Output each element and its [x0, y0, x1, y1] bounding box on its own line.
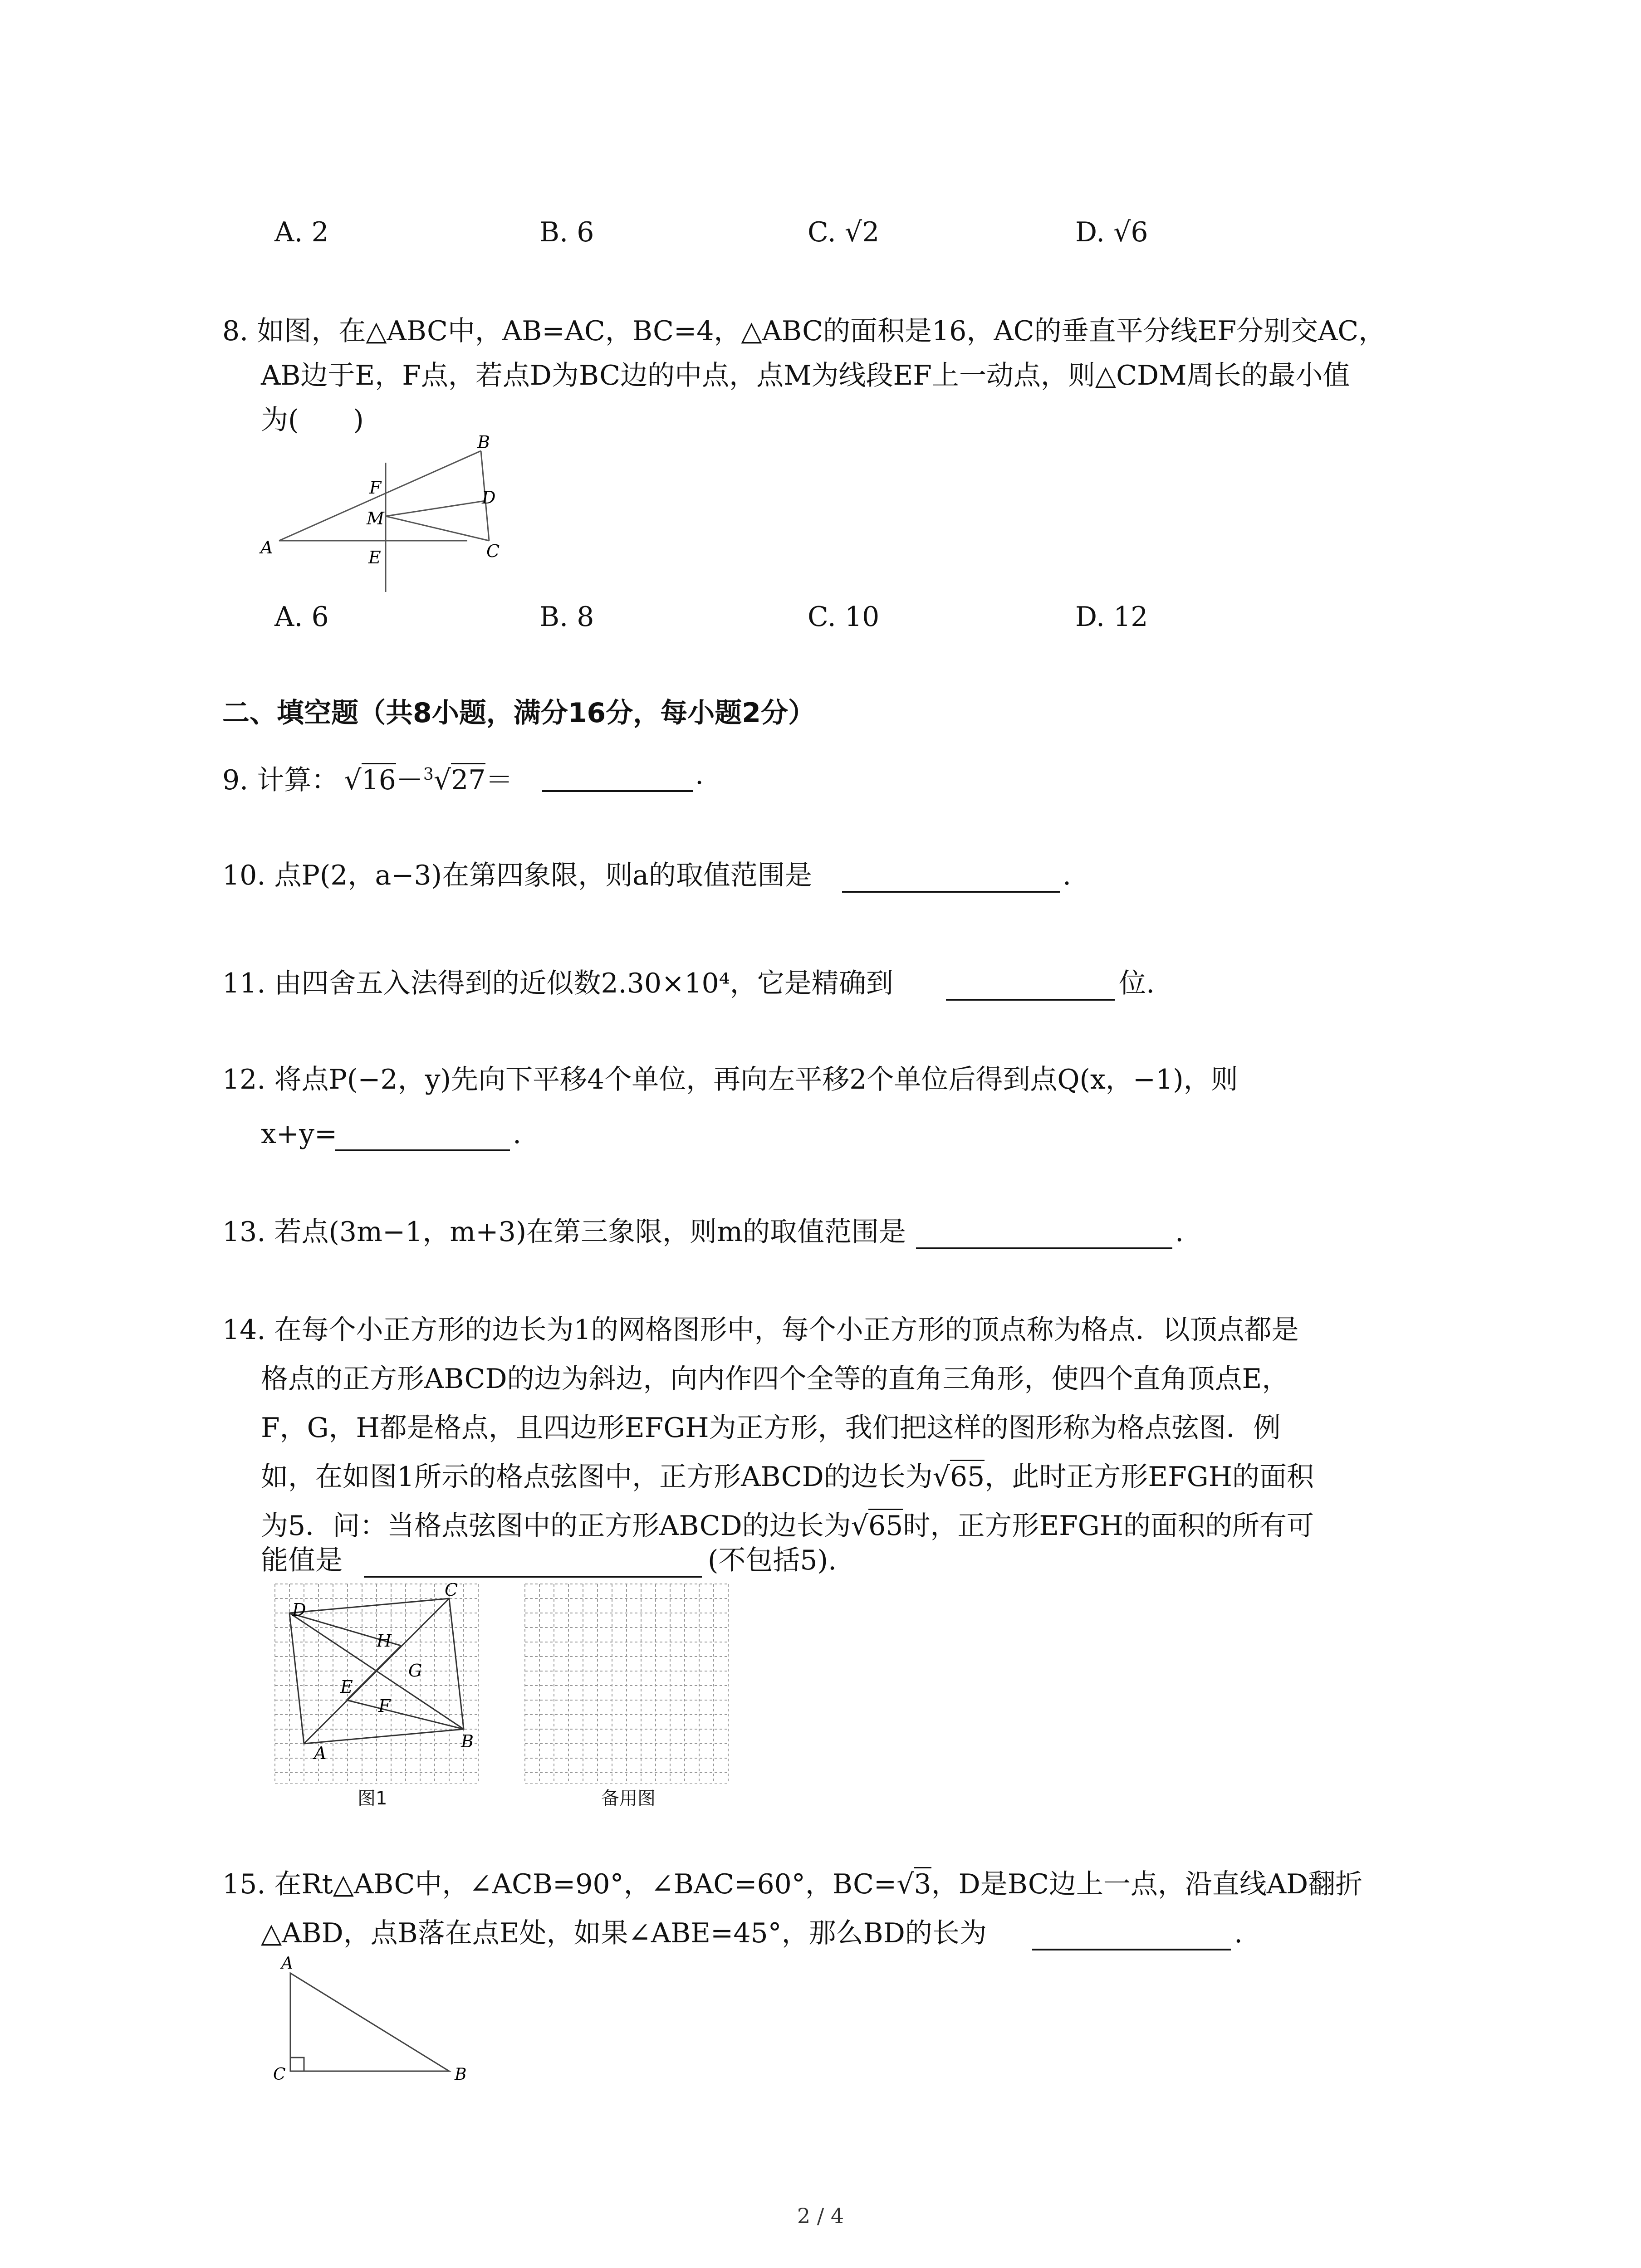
q11-answer-blank[interactable] [946, 999, 1115, 1001]
q8-label-m: M [367, 508, 384, 528]
q14-line-5-text-b: 时，正方形EFGH的面积的所有可 [903, 1510, 1314, 1542]
q14-line-1: 14. 在每个小正方形的边长为1的网格图形中，每个小正方形的顶点称为格点．以顶点都是 [222, 1314, 1299, 1346]
q8-label-a: A [260, 538, 273, 557]
q15-line-1 [222, 1866, 1362, 1902]
q13-text: 13. 若点(3m−1，m+3)在第三象限，则m的取值范围是 [222, 1216, 906, 1248]
q10-answer-blank[interactable] [842, 891, 1060, 893]
q14-line-4 [261, 1459, 1314, 1495]
q10-text: 10. 点P(2，a−3)在第四象限，则a的取值范围是 [222, 860, 812, 891]
q14-backup-grid-caption: 备用图 [601, 1788, 656, 1809]
q8-option-d: D. 12 [1075, 601, 1148, 633]
q7-option-c: C. √2 [808, 216, 880, 248]
q12-end: . [513, 1118, 522, 1150]
q10-end: . [1063, 860, 1072, 891]
q15-end: . [1234, 1917, 1243, 1949]
q14-line-4-text-b: ，此时正方形EFGH的面积 [985, 1461, 1314, 1493]
q15-label-c: C [273, 2065, 286, 2084]
q14-figure-1-grid [274, 1583, 479, 1784]
q14-fig1-label-b: B [461, 1731, 474, 1751]
q15-answer-blank[interactable] [1032, 1949, 1231, 1950]
q14-sqrt-65-b-radicand: 65 [868, 1509, 903, 1542]
q9-line [222, 757, 513, 798]
q15-line-1-text-a: 15. 在Rt△ABC中，∠ACB=90°，∠BAC=60°，BC= [222, 1868, 897, 1900]
q9-minus: － [396, 764, 423, 796]
q9-cuberoot-index: 3 [423, 765, 434, 784]
q14-fig1-label-h: H [377, 1631, 392, 1651]
q11-text: 11. 由四舍五入法得到的近似数2.30×10⁴，它是精确到 [222, 968, 893, 999]
q15-sqrt-3: √3 [896, 1867, 931, 1900]
q15-label-a: A [281, 1954, 293, 1973]
q8-option-c: C. 10 [808, 601, 880, 633]
q8-label-c: C [486, 541, 500, 561]
q7-option-a: A. 2 [274, 216, 329, 248]
q7-option-d: D. √6 [1075, 216, 1148, 248]
q9-cuberoot-radicand: 27 [451, 763, 485, 796]
q15-line-2: △ABD，点B落在点E处，如果∠ABE=45°，那么BD的长为 [261, 1917, 987, 1949]
q14-fig1-label-a: A [314, 1743, 327, 1763]
q13-answer-blank[interactable] [916, 1247, 1172, 1249]
q14-line-6-suffix: (不包括5). [708, 1545, 837, 1576]
q15-right-triangle-figure [268, 1950, 485, 2087]
q13-end: . [1175, 1216, 1184, 1248]
q14-sqrt-65-b: √65 [851, 1509, 903, 1542]
q14-sqrt-65-a: √65 [933, 1460, 985, 1493]
q9-end: . [695, 759, 704, 791]
q8-line-3: 为( ) [261, 404, 364, 436]
q7-option-b: B. 6 [539, 216, 594, 248]
q15-line-1-text-b: ，D是BC边上一点，沿直线AD翻折 [931, 1868, 1363, 1900]
q14-line-4-text-a: 如，在如图1所示的格点弦图中，正方形ABCD的边长为 [261, 1461, 933, 1493]
q14-figure-1-caption: 图1 [358, 1788, 387, 1809]
q14-line-5 [261, 1508, 1314, 1544]
q14-fig1-label-d: D [292, 1600, 306, 1620]
page-number: 2 / 4 [797, 2204, 844, 2228]
q12-answer-blank[interactable] [335, 1149, 510, 1151]
q14-fig1-label-c: C [445, 1583, 458, 1600]
q11-end: 位. [1119, 968, 1155, 999]
q15-sqrt-3-radicand: 3 [914, 1867, 931, 1900]
q9-sqrt: √16 [344, 762, 396, 798]
q14-fig1-label-e: E [340, 1677, 353, 1697]
q8-label-e: E [368, 547, 381, 567]
q8-label-d: D [482, 488, 496, 508]
q14-fig1-label-g: G [408, 1661, 422, 1681]
q8-triangle-figure [254, 435, 535, 599]
q15-label-b: B [455, 2065, 467, 2084]
q8-line-1: 8. 如图，在△ABC中，AB=AC，BC=4，△ABC的面积是16，AC的垂直平分线EF分别交AC， [222, 315, 1386, 347]
q9-cuberoot: $^3$√27 [423, 757, 486, 798]
q9-answer-blank[interactable] [542, 790, 693, 792]
q9-equals: ＝ [485, 764, 513, 796]
q9-prefix: 9. 计算： [222, 764, 339, 796]
q14-fig1-label-f: F [378, 1696, 391, 1716]
q8-option-b: B. 8 [539, 601, 594, 633]
q14-line-6-prefix: 能值是 [261, 1545, 343, 1576]
q14-answer-blank[interactable] [364, 1576, 702, 1578]
q12-line-1: 12. 将点P(−2，y)先向下平移4个单位，再向左平移2个单位后得到点Q(x，−1)，则 [222, 1064, 1238, 1095]
q8-label-f: F [369, 478, 382, 498]
q14-sqrt-65-a-radicand: 65 [950, 1460, 985, 1493]
q8-option-a: A. 6 [274, 601, 329, 633]
q9-sqrt-radicand: 16 [362, 763, 396, 796]
q14-line-3: F，G，H都是格点，且四边形EFGH为正方形，我们把这样的图形称为格点弦图．例 [261, 1412, 1281, 1444]
q12-line-2: x+y= [261, 1118, 338, 1150]
q14-line-2: 格点的正方形ABCD的边为斜边，向内作四个全等的直角三角形，使四个直角顶点E， [261, 1363, 1289, 1395]
q14-backup-grid [524, 1583, 729, 1784]
q8-label-b: B [477, 435, 490, 452]
q8-line-2: AB边于E，F点，若点D为BC边的中点，点M为线段EF上一动点，则△CDM周长的最小值 [261, 360, 1350, 391]
q14-line-5-text-a: 为5．问：当格点弦图中的正方形ABCD的边长为 [261, 1510, 851, 1542]
section-2-heading: 二、填空题（共8小题，满分16分，每小题2分） [222, 697, 815, 729]
